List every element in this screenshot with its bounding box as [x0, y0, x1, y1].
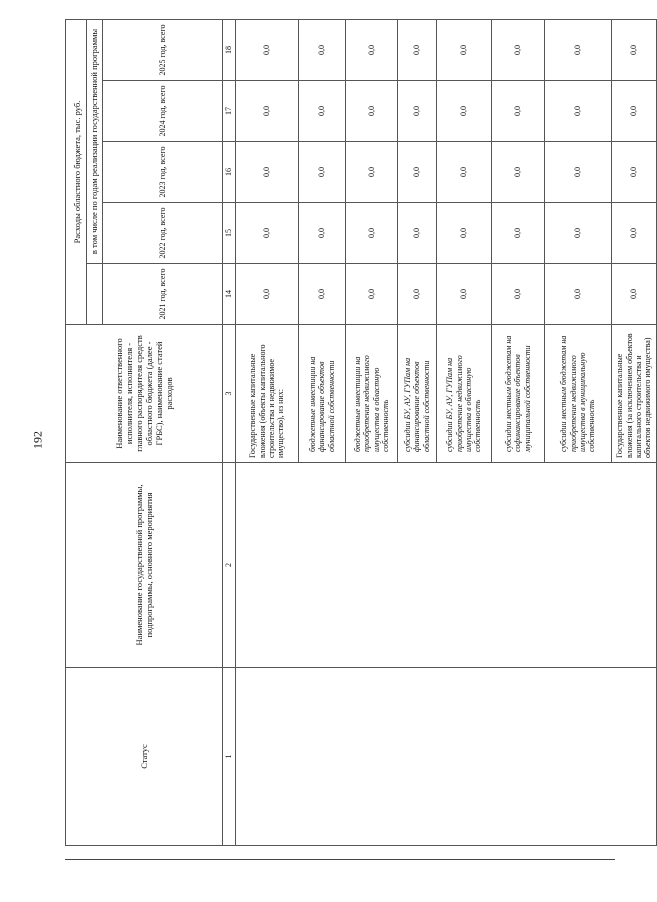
header-pad: [87, 264, 103, 325]
value-cell: 0,0: [437, 203, 492, 264]
value-cell: 0,0: [299, 264, 346, 325]
header-year-2021: 2021 год, всего: [103, 264, 223, 325]
expense-item: субсидии местным бюджетам на приобретение недвижимого имущества в муниципальную собственность: [545, 325, 612, 463]
column-number: 16: [223, 142, 236, 203]
value-cell: 0,0: [299, 81, 346, 142]
expense-item: субсидии БУ, АУ, ГУПам на приобретение недвижимого имущества в областную собственность: [437, 325, 492, 463]
value-cell: 0,0: [299, 142, 346, 203]
value-cell: 0,0: [492, 142, 545, 203]
program-name-cell: [236, 463, 657, 668]
value-cell: 0,0: [236, 81, 299, 142]
page-number: 192: [30, 431, 45, 449]
value-cell: 0,0: [299, 19, 346, 80]
header-year-2024: 2024 год, всего: [103, 81, 223, 142]
expense-item: Государственные капитальные вложения (за исключением объектов капитального строительства и объектов недвижимого имущества): [612, 325, 657, 463]
value-cell: 0,0: [492, 264, 545, 325]
column-number: 2: [223, 463, 236, 668]
header-year-2022: 2022 год, всего: [103, 203, 223, 264]
value-cell: 0,0: [346, 81, 398, 142]
value-cell: 0,0: [612, 264, 657, 325]
header-executor: Наименование ответственного исполнителя, исполнителя - главного распорядителя средств областного бюджета (далее - ГРБС), наименование статей расходов: [66, 325, 223, 463]
value-cell: 0,0: [346, 142, 398, 203]
column-number: 3: [223, 325, 236, 463]
value-cell: 0,0: [398, 203, 437, 264]
value-cell: 0,0: [437, 81, 492, 142]
value-cell: 0,0: [492, 203, 545, 264]
rotated-sheet: [65, 20, 653, 860]
value-cell: 0,0: [612, 142, 657, 203]
expense-item: бюджетные инвестиции на приобретение недвижимого имущества в областную собственность: [346, 325, 398, 463]
value-cell: 0,0: [437, 19, 492, 80]
expense-item: субсидии местным бюджетам на софинансирование объектов муниципальной собственности: [492, 325, 545, 463]
value-cell: 0,0: [545, 203, 612, 264]
value-cell: 0,0: [492, 81, 545, 142]
value-cell: 0,0: [346, 203, 398, 264]
value-cell: 0,0: [612, 19, 657, 80]
header-budget-title: Расходы областного бюджета, тыс. руб.: [66, 19, 87, 324]
value-cell: 0,0: [346, 264, 398, 325]
table-row: [236, 19, 299, 845]
value-cell: 0,0: [398, 142, 437, 203]
expense-item: Государственные капитальные вложения (объекты капитального строительства и недвижимое имущество), из них:: [236, 325, 299, 463]
left-rule: [65, 859, 615, 860]
expense-item: субсидии БУ, АУ, ГУПам на финансирование объектов областной собственности: [398, 325, 437, 463]
value-cell: 0,0: [545, 81, 612, 142]
value-cell: 0,0: [398, 81, 437, 142]
value-cell: 0,0: [398, 264, 437, 325]
column-number: 14: [223, 264, 236, 325]
value-cell: 0,0: [299, 203, 346, 264]
value-cell: 0,0: [346, 19, 398, 80]
status-cell: [236, 668, 657, 846]
expenditure-table: [65, 19, 657, 846]
column-number: 17: [223, 81, 236, 142]
header-program-name: Наименование государственной программы, подпрограммы, основного мероприятия: [66, 463, 223, 668]
value-cell: 0,0: [545, 19, 612, 80]
value-cell: 0,0: [398, 19, 437, 80]
value-cell: 0,0: [545, 142, 612, 203]
value-cell: 0,0: [612, 203, 657, 264]
value-cell: 0,0: [236, 203, 299, 264]
value-cell: 0,0: [437, 142, 492, 203]
header-status: Статус: [66, 668, 223, 846]
column-number: 18: [223, 19, 236, 80]
value-cell: 0,0: [612, 81, 657, 142]
value-cell: 0,0: [236, 142, 299, 203]
column-number-row: [223, 19, 236, 845]
header-year-2023: 2023 год, всего: [103, 142, 223, 203]
value-cell: 0,0: [236, 19, 299, 80]
value-cell: 0,0: [492, 19, 545, 80]
header-budget-subtitle: в том числе по годам реализации государственной программы: [87, 19, 103, 263]
value-cell: 0,0: [236, 264, 299, 325]
header-year-2025: 2025 год, всего: [103, 19, 223, 80]
column-number: 1: [223, 668, 236, 846]
value-cell: 0,0: [437, 264, 492, 325]
value-cell: 0,0: [545, 264, 612, 325]
expense-item: бюджетные инвестиции на финансирование объектов областной собственности: [299, 325, 346, 463]
column-number: 15: [223, 203, 236, 264]
